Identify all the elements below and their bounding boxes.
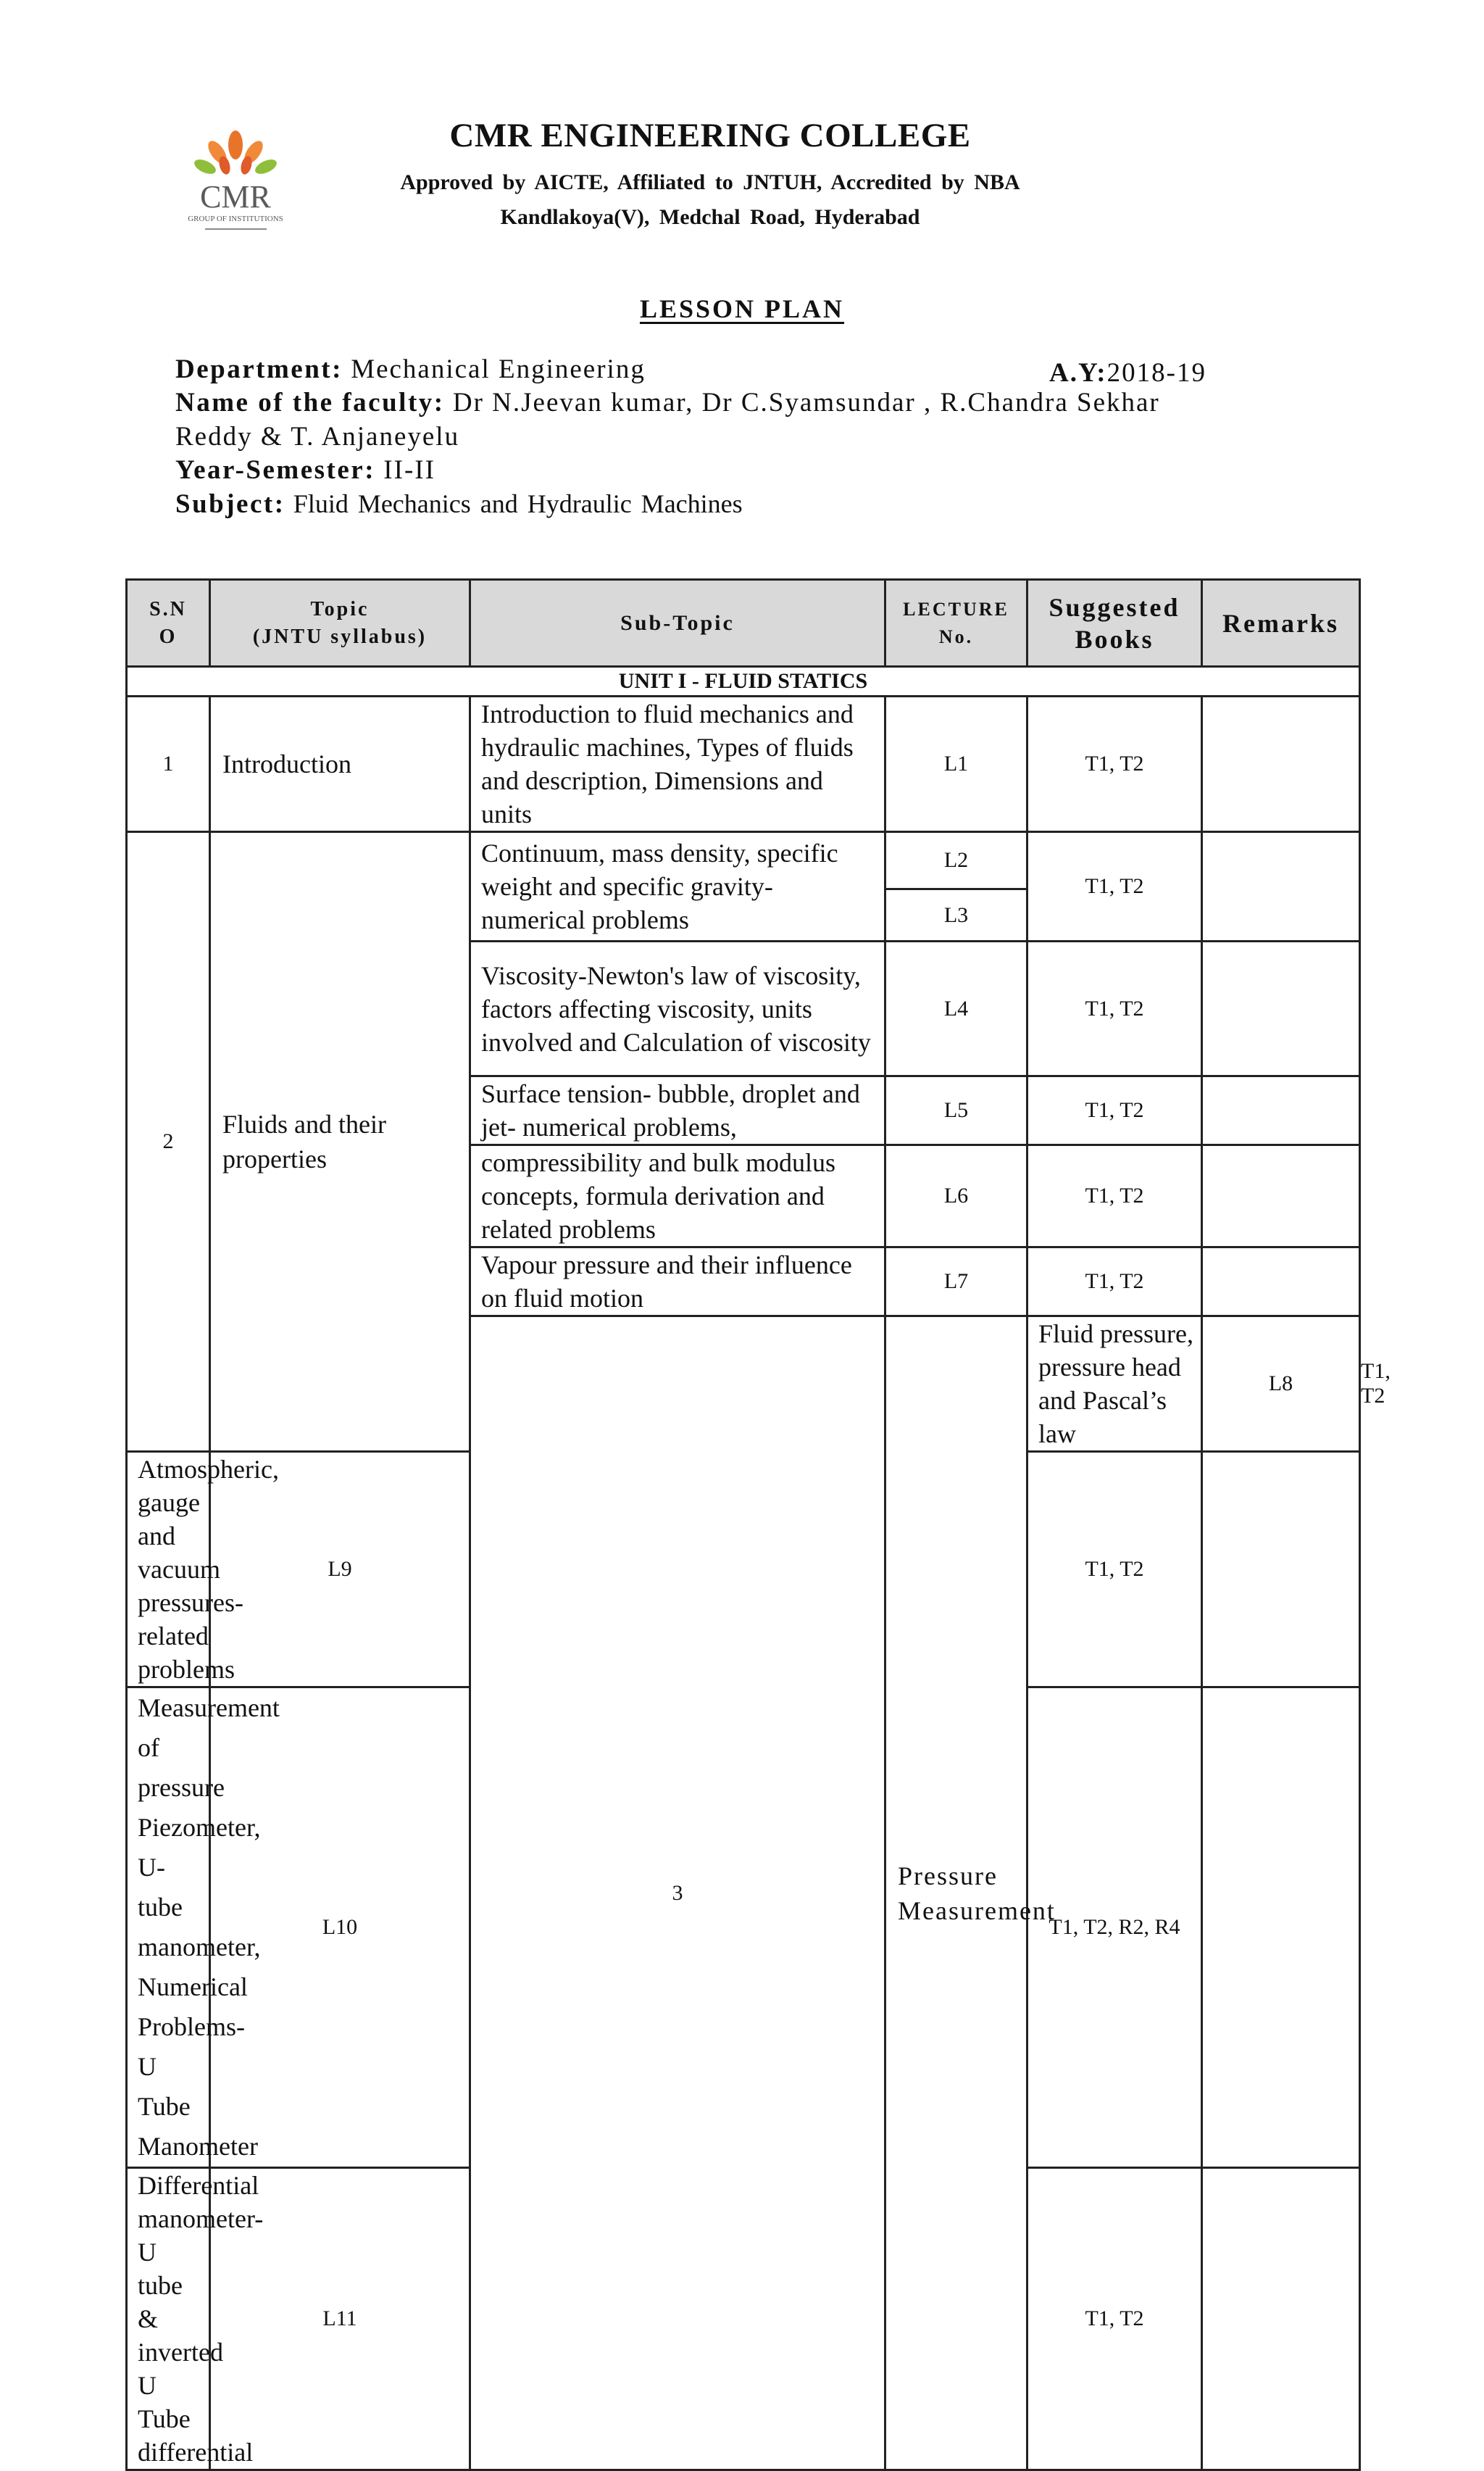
books-cell: T1, T2, R2, R4 [1027, 1687, 1202, 2168]
remarks-cell [1202, 1687, 1360, 2168]
books-cell: T1, T2 [1027, 832, 1202, 942]
sno-cell: 2 [127, 832, 210, 1452]
books-cell: T1, T2 [1027, 1145, 1202, 1247]
books-cell: T1, T2 [1027, 2168, 1202, 2470]
table-row: 3 Pressure Measurement Fluid pressure, pressure head and Pascal’s law L8 T1, T2 [127, 1316, 1360, 1452]
department-line [175, 353, 646, 386]
lecture-cell: L1 [885, 697, 1027, 832]
topic-cell: Introduction [210, 697, 470, 832]
logo-subtext: GROUP OF INSTITUTIONS [188, 215, 283, 223]
remarks-cell [1202, 1145, 1360, 1247]
header-lecture: LECTURE No. [885, 580, 1027, 667]
academic-year [1049, 357, 1206, 389]
sno-cell: 1 [127, 697, 210, 832]
document-title: LESSON PLAN [639, 294, 845, 323]
remarks-cell [1202, 832, 1360, 942]
approval-line: Approved by AICTE, Affiliated to JNTUH, Accredited by NBA [400, 170, 1020, 194]
header-books: Suggested Books [1027, 580, 1202, 667]
subject-line [175, 487, 743, 521]
lecture-cell: L3 [885, 889, 1027, 942]
table-row [127, 697, 1360, 832]
college-name: CMR ENGINEERING COLLEGE [449, 117, 971, 154]
unit-row [127, 667, 1360, 697]
ay-label: A.Y: [1049, 358, 1107, 388]
faculty-value-2: Reddy & T. Anjaneyelu [175, 422, 460, 452]
faculty-line-2 [175, 420, 459, 454]
subtopic-cell: compressibility and bulk modulus concepts, formula derivation and related problems [470, 1145, 885, 1247]
lecture-cell: L7 [885, 1247, 1027, 1316]
subtopic-cell: Fluid pressure, pressure head and Pascal’s law [1027, 1316, 1202, 1452]
logo-text: CMR [200, 179, 271, 215]
header-subtopic: Sub-Topic [470, 580, 885, 667]
subtopic-cell: Continuum, mass density, specific weight and specific gravity- numerical problems [470, 832, 885, 942]
faculty-label: Name of the faculty: [175, 388, 445, 418]
year-semester-line [175, 454, 435, 487]
remarks-cell [1202, 2168, 1360, 2470]
address-line: Kandlakoya(V), Medchal Road, Hyderabad [500, 205, 920, 229]
remarks-cell [1202, 1247, 1360, 1316]
header-sno: S.N O [127, 580, 210, 667]
subtopic-cell: Introduction to fluid mechanics and hydraulic machines, Types of fluids and description, Dimensions and units [470, 697, 885, 832]
books-cell: T1, T2 [1027, 942, 1202, 1076]
topic-cell: Fluids and their properties [210, 832, 470, 1452]
header-topic: Topic (JNTU syllabus) [210, 580, 470, 667]
lecture-cell: L6 [885, 1145, 1027, 1247]
lecture-cell: L4 [885, 942, 1027, 1076]
department-value: Mechanical Engineering [351, 354, 646, 384]
year-semester-value: II-II [383, 455, 435, 485]
lecture-cell: L9 [210, 1452, 470, 1687]
subtopic-cell: Differential manometer- U tube & inverted U Tube differential [127, 2168, 210, 2470]
lecture-cell: L10 [210, 1687, 470, 2168]
ay-value: 2018-19 [1106, 358, 1206, 388]
topic-cell: Pressure Measurement [885, 1316, 1027, 2470]
remarks-cell [1202, 1452, 1360, 1687]
subject-label: Subject: [175, 489, 285, 519]
unit-title: UNIT I - FLUID STATICS [127, 667, 1360, 697]
remarks-cell [1202, 697, 1360, 832]
faculty-value-1: Dr N.Jeevan kumar, Dr C.Syamsundar , R.Chandra Sekhar [452, 388, 1160, 418]
lecture-cell: L2 [885, 832, 1027, 889]
remarks-cell [1202, 942, 1360, 1076]
subtopic-cell: Atmospheric, gauge and vacuum pressures- related problems [127, 1452, 210, 1687]
sno-cell: 3 [470, 1316, 885, 2470]
subtopic-cell: Measurement of pressure Piezometer, U-tube manometer, Numerical Problems- U Tube Manometer [127, 1687, 210, 2168]
year-semester-label: Year-Semester: [175, 455, 376, 485]
faculty-line [175, 386, 1160, 420]
lecture-cell: L11 [210, 2168, 470, 2470]
table-row [127, 832, 1360, 889]
lesson-plan-table [125, 578, 1391, 2471]
lecture-cell: L8 [1202, 1316, 1360, 1452]
books-cell: T1, T2 [1027, 697, 1202, 832]
books-cell: T1, T2 [1027, 1247, 1202, 1316]
department-label: Department: [175, 354, 343, 384]
books-cell: T1, T2 [1027, 1076, 1202, 1145]
remarks-cell [1202, 1076, 1360, 1145]
subject-value: Fluid Mechanics and Hydraulic Machines [293, 489, 743, 518]
subtopic-cell: Surface tension- bubble, droplet and jet- numerical problems, [470, 1076, 885, 1145]
subtopic-cell: Vapour pressure and their influence on fluid motion [470, 1247, 885, 1316]
books-cell: T1, T2 [1027, 1452, 1202, 1687]
subtopic-cell: Viscosity-Newton's law of viscosity, factors affecting viscosity, units involved and Calculation of viscosity [470, 942, 885, 1076]
lecture-cell: L5 [885, 1076, 1027, 1145]
header-remarks: Remarks [1202, 580, 1360, 667]
table-header-row [127, 580, 1360, 667]
